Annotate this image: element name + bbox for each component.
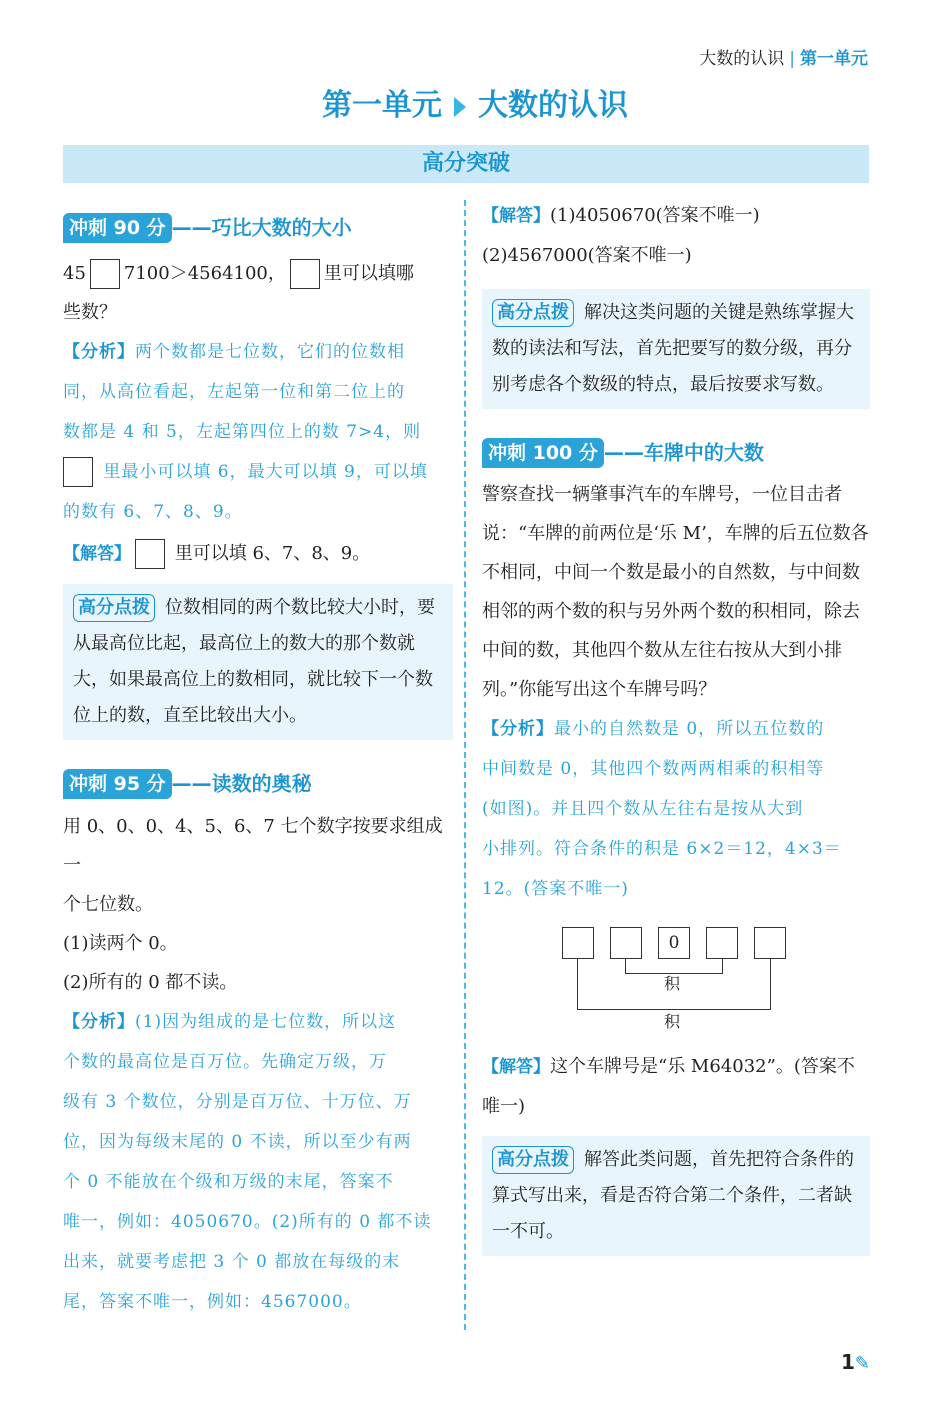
answer-90 bbox=[63, 534, 453, 574]
analysis-text: 两个数都是七位数，它们的位数相 bbox=[135, 341, 405, 362]
analysis-text: 12。(答案不唯一) bbox=[482, 878, 629, 899]
pencil-icon: ✎ bbox=[854, 1353, 870, 1374]
section-100-tag: 冲刺 100 分 bbox=[482, 438, 604, 468]
question-90 bbox=[63, 254, 453, 332]
question-text: 用 0、0、0、4、5、6、7 七个数字按要求组成一 bbox=[63, 816, 443, 876]
question-text: 45 bbox=[63, 262, 86, 284]
answer-95 bbox=[482, 196, 870, 275]
page-title bbox=[0, 80, 950, 124]
analysis-text: 中间数是 0，其他四个数两两相乘的积相等 bbox=[482, 758, 825, 779]
analysis-text: 小排列。符合条件的积是 6×2＝12，4×3＝ bbox=[482, 838, 842, 859]
tip-text: 位数相同的两个数比较大小时，要从最高位比起，最高位上的数大的那个数就大，如果最高位上的数相同，就比较下一个数位上的数，直至比较出大小。 bbox=[73, 596, 435, 726]
analysis-text: 里最小可以填 6，最大可以填 9，可以填 bbox=[103, 461, 428, 482]
question-text: 7100＞4564100， bbox=[123, 262, 286, 284]
analysis-text: 级有 3 个数位，分别是百万位、十万位、万 bbox=[63, 1092, 412, 1112]
analysis-95 bbox=[63, 1002, 453, 1322]
answer-label: 【解答】 bbox=[482, 206, 550, 226]
section-100-title: ——车牌中的大数 bbox=[603, 440, 764, 465]
analysis-text: 唯一，例如：4050670。(2)所有的 0 都不读 bbox=[63, 1212, 432, 1232]
answer-text: (1)4050670(答案不唯一) bbox=[550, 205, 760, 226]
analysis-text: 尾，答案不唯一，例如：4567000。 bbox=[63, 1292, 362, 1312]
question-text: (2)所有的 0 都不读。 bbox=[63, 972, 238, 993]
answer-text: 这个车牌号是“乐 M64032”。(答案不唯一) bbox=[482, 1055, 855, 1117]
section-band: 高分突破 bbox=[63, 145, 869, 183]
analysis-label: 【分析】 bbox=[63, 1012, 135, 1032]
answer-text: (2)4567000(答案不唯一) bbox=[482, 245, 692, 266]
tip-label: 高分点拨 bbox=[492, 1146, 574, 1174]
tip-text: 解决这类问题的关键是熟练掌握大数的读法和写法，首先把要写的数分级，再分别考虑各个数级的特点，最后按要求写数。 bbox=[492, 302, 854, 395]
page-number bbox=[841, 1350, 870, 1374]
blank-box bbox=[135, 539, 165, 569]
tip-text: 解答此类问题，首先把符合条件的算式写出来，看是否符合第二个条件，二者缺一不可。 bbox=[492, 1148, 854, 1242]
section-95-title: ——读数的奥秘 bbox=[171, 771, 312, 795]
digit-box bbox=[610, 927, 642, 959]
section-90-title: ——巧比大数的大小 bbox=[171, 215, 352, 240]
left-column bbox=[63, 208, 453, 1322]
question-text: 个七位数。 bbox=[63, 894, 153, 915]
analysis-text: (如图)。并且四个数从左往右是按从大到 bbox=[482, 798, 804, 819]
analysis-text: 个数的最高位是百万位。先确定万级，万 bbox=[63, 1052, 387, 1072]
outer-product-label: 积 bbox=[664, 1011, 681, 1031]
tip-90 bbox=[63, 584, 453, 740]
answer-label: 【解答】 bbox=[63, 543, 131, 564]
digit-box bbox=[706, 927, 738, 959]
inner-product-label: 积 bbox=[664, 973, 681, 993]
digit-box bbox=[754, 927, 786, 959]
page-number-text: 1 bbox=[840, 1350, 855, 1374]
tip-100 bbox=[482, 1136, 870, 1256]
product-diagram bbox=[482, 917, 870, 1047]
tip-label: 高分点拨 bbox=[492, 299, 574, 327]
analysis-text: 数都是 4 和 5，左起第四位上的数 7>4，则 bbox=[63, 421, 422, 442]
digit-box bbox=[562, 927, 594, 959]
title-unit: 第一单元 bbox=[322, 88, 442, 123]
analysis-text: 个 0 不能放在个级和万级的末尾，答案不 bbox=[63, 1172, 394, 1192]
section-100-heading bbox=[482, 433, 870, 473]
answer-100 bbox=[482, 1047, 870, 1126]
column-divider bbox=[464, 200, 466, 1330]
analysis-label: 【分析】 bbox=[63, 341, 135, 362]
analysis-text: 同，从高位看起，左起第一位和第二位上的 bbox=[63, 381, 405, 402]
digit-box-middle: 0 bbox=[658, 927, 690, 959]
question-text: 些数？ bbox=[63, 301, 117, 323]
section-95-tag: 冲刺 95 分 bbox=[63, 769, 172, 799]
blank-box bbox=[90, 259, 120, 289]
title-topic: 大数的认识 bbox=[478, 88, 628, 123]
answer-text: 里可以填 6、7、8、9。 bbox=[174, 542, 371, 564]
analysis-text: 出来，就要考虑把 3 个 0 都放在每级的末 bbox=[63, 1252, 401, 1272]
section-90-heading bbox=[63, 208, 453, 248]
question-text: 里可以填哪 bbox=[323, 262, 414, 284]
section-95-heading bbox=[63, 764, 453, 804]
blank-box bbox=[290, 259, 320, 289]
analysis-text: 位，因为每级末尾的 0 不读，所以至少有两 bbox=[63, 1132, 412, 1152]
header-topic: 大数的认识 bbox=[699, 49, 785, 69]
header-unit: 第一单元 bbox=[800, 49, 868, 69]
analysis-90 bbox=[63, 332, 453, 532]
triangle-icon bbox=[454, 97, 466, 117]
blank-box bbox=[63, 457, 93, 487]
question-100: 警察查找一辆肇事汽车的车牌号，一位目击者说：“车牌的前两位是‘乐 M’，车牌的后五位数各不相同，中间一个数是最小的自然数，与中间数相邻的两个数的积与另外两个数的积相同，除去中间的数，其他四个数从左往右按从大到小排列。”你能写出这个车牌号吗？ bbox=[482, 483, 869, 700]
section-90-tag: 冲刺 90 分 bbox=[63, 213, 172, 243]
tip-95 bbox=[482, 289, 870, 409]
running-header: 大数的认识 | 第一单元 bbox=[699, 49, 868, 69]
analysis-100 bbox=[482, 709, 870, 909]
analysis-text: (1)因为组成的是七位数，所以这 bbox=[135, 1012, 397, 1032]
question-text: (1)读两个 0。 bbox=[63, 933, 178, 954]
analysis-text: 最小的自然数是 0，所以五位数的 bbox=[554, 718, 825, 739]
analysis-label: 【分析】 bbox=[482, 718, 554, 739]
answer-label: 【解答】 bbox=[482, 1056, 550, 1077]
analysis-text: 的数有 6、7、8、9。 bbox=[63, 501, 243, 522]
question-95 bbox=[63, 807, 453, 1002]
right-column bbox=[482, 196, 870, 1256]
tip-label: 高分点拨 bbox=[73, 594, 155, 622]
